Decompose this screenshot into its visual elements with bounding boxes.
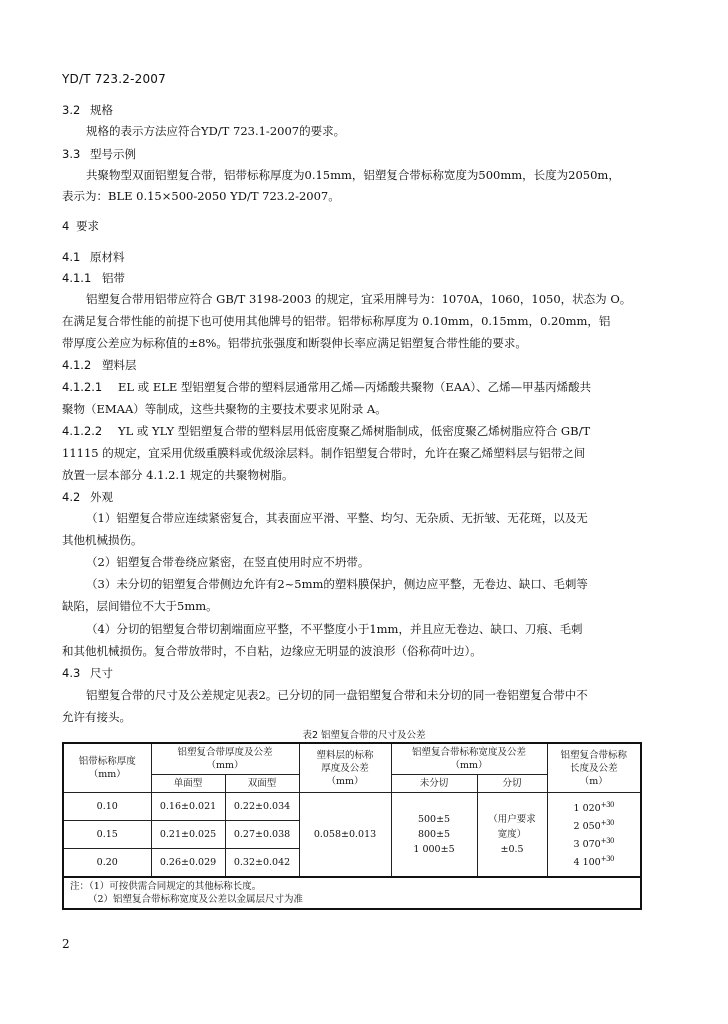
heading-4-2: 4.2 外观 [62,490,113,504]
heading-3-3: 3.3 型号示例 [62,147,136,161]
heading-4: 4 要求 [62,219,99,233]
header-composite-thickness: 铝塑复合带厚度及公差 （mm） [151,743,299,775]
paragraph-4-1-2-2-line2: 11115 的规定，宜采用优级重膜料或优级涂层料。制作铝塑复合带时，允许在聚乙烯塑料层与铝带之间 [62,446,586,460]
header-double-sided: 双面型 [225,775,299,793]
table-header-row-1 [63,743,641,775]
paragraph-4-3-line2: 允许有接头。 [62,710,131,724]
table-caption: 表2 铝塑复合带的尺寸及公差 [302,730,426,741]
header-width: 铝塑复合带标称宽度及公差 （mm） [391,743,547,775]
table-row [63,793,641,821]
paragraph-4-1-2-2-line1: 4.1.2.2 YL 或 YLY 型铝塑复合带的塑料层用低密度聚乙烯树脂制成，低密度聚乙烯树脂应符合 GB/T [62,424,591,438]
paragraph-4-1-1-line1: 铝塑复合带用铝带应符合 GB/T 3198-2003 的规定，宜采用牌号为：1070A，1060，1050，状态为 O。 [86,292,632,306]
header-single-sided: 单面型 [151,775,225,793]
heading-4-1: 4.1 原材料 [62,250,125,264]
cell-al-thickness: 0.10 [63,793,151,821]
paragraph-3-2: 规格的表示方法应符合YD/T 723.1-2007的要求。 [86,124,346,138]
heading-3-2: 3.2 规格 [62,103,113,117]
paragraph-4-3-line1: 铝塑复合带的尺寸及公差规定见表2。已分切的同一盘铝塑复合带和未分切的同一卷铝塑复合带中不 [86,688,588,702]
cell-unslit-widths: 500±5 800±5 1 000±5 [391,793,477,877]
heading-4-1-1: 4.1.1 铝带 [62,271,125,285]
cell-double: 0.32±0.042 [225,849,299,877]
cell-al-thickness: 0.15 [63,821,151,849]
appearance-item-4-line1: （4）分切的铝塑复合带切割端面应平整，不平整度小于1mm，并且应无卷边、缺口、刀痕、毛刺 [86,622,583,636]
appearance-item-1-line2: 其他机械损伤。 [62,533,143,547]
header-plastic-thickness: 塑料层的标称 厚度及公差 （mm） [299,743,391,793]
standard-header: YD/T 723.2-2007 [62,72,166,86]
heading-4-1-2: 4.1.2 塑料层 [62,358,137,372]
cell-plastic-thickness: 0.058±0.013 [299,793,391,877]
paragraph-3-3-line2: 表示为：BLE 0.15×500-2050 YD/T 723.2-2007。 [62,189,340,203]
cell-single: 0.16±0.021 [151,793,225,821]
cell-double: 0.27±0.038 [225,821,299,849]
table-notes-row [63,877,641,909]
header-slit: 分切 [477,775,547,793]
appearance-item-3-line2: 缺陷，层间错位不大于5mm。 [62,599,218,613]
table-notes: 注：（1）可按供需合同规定的其他标称长度。 （2）铝塑复合带标称宽度及公差以金属层尺寸为准 [63,877,641,909]
heading-4-3: 4.3 尺寸 [62,666,113,680]
cell-single: 0.21±0.025 [151,821,225,849]
paragraph-4-1-2-1-line2: 聚物（EMAA）等制成，这些共聚物的主要技术要求见附录 A。 [62,402,387,416]
paragraph-3-3-line1: 共聚物型双面铝塑复合带，铝带标称厚度为0.15mm，铝塑复合带标称宽度为500mm，长度为2050m， [86,168,620,182]
header-unslit: 未分切 [391,775,477,793]
cell-double: 0.22±0.034 [225,793,299,821]
appearance-item-3-line1: （3）未分切的铝塑复合带侧边允许有2~5mm的塑料膜保护，侧边应平整，无卷边、缺口、毛刺等 [86,577,588,591]
paragraph-4-1-1-line3: 带厚度公差应为标称值的±8%。铝带抗张强度和断裂伸长率应满足铝塑复合带性能的要求。 [62,336,527,350]
appearance-item-1-line1: （1）铝塑复合带应连续紧密复合，其表面应平滑、平整、均匀、无杂质、无折皱、无花斑，以及无 [86,511,588,525]
appearance-item-2: （2）铝塑复合带卷绕应紧密，在竖直使用时应不坍带。 [86,555,370,569]
paragraph-4-1-2-1-line1: 4.1.2.1 EL 或 ELE 型铝塑复合带的塑料层通常用乙烯—丙烯酸共聚物（EAA）、乙烯—甲基丙烯酸共 [62,380,592,394]
cell-al-thickness: 0.20 [63,849,151,877]
dimensions-table [62,742,642,910]
page-number: 2 [62,937,70,951]
paragraph-4-1-1-line2: 在满足复合带性能的前提下也可使用其他牌号的铝带。铝带标称厚度为 0.10mm，0.15mm，0.20mm，铝 [62,314,611,328]
cell-slit-widths: （用户要求 宽度） ±0.5 [477,793,547,877]
cell-lengths: 1 $020^{+30}$ 2 $050^{+30}$ 3 $070^{+30}$ 4 $100^{+30}$ [547,793,641,877]
paragraph-4-1-2-2-line3: 放置一层本部分 4.1.2.1 规定的共聚物树脂。 [62,468,294,482]
appearance-item-4-line2: 和其他机械损伤。复合带放带时，不自粘，边缘应无明显的波浪形（俗称荷叶边）。 [62,644,482,658]
cell-single: 0.26±0.029 [151,849,225,877]
header-al-thickness: 铝带标称厚度 （mm） [63,743,151,793]
header-length: 铝塑复合带标称 长度及公差 （m） [547,743,641,793]
